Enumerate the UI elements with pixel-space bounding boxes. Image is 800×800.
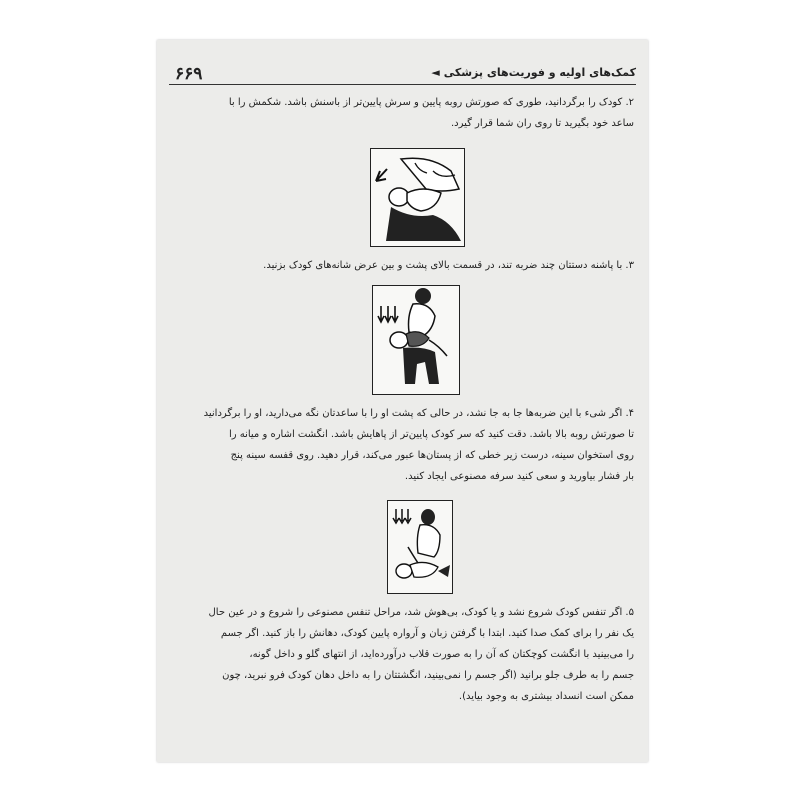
step-3-text bbox=[197, 255, 634, 276]
step-2-text bbox=[197, 92, 634, 134]
text-line: ساعد خود بگیرید تا روی ران شما قرار گیرد. bbox=[450, 118, 634, 129]
text-line: روی استخوان سینه، درست زیر خطی که از پستان‌ها عبور می‌کند، قرار دهید. روی قفسه سینه پنج bbox=[230, 450, 634, 461]
book-page bbox=[157, 40, 648, 762]
header-rule bbox=[169, 84, 636, 85]
figure-back-blows bbox=[372, 285, 460, 395]
text-line: تا صورتش روبه بالا باشد. دقت کنید که سر کودک پایین‌تر از پاهایش باشد. انگشت اشاره و میانه را bbox=[228, 429, 634, 440]
illustration-turn-infant bbox=[371, 149, 464, 246]
text-line: ۳. با پاشنه دستتان چند ضربه تند، در قسمت بالای پشت و بین عرض شانه‌های کودک بزنید. bbox=[263, 260, 634, 271]
text-line: ممکن است انسداد بیشتری به وجود بیاید). bbox=[458, 691, 634, 702]
text-line: یک نفر را برای کمک صدا کنید. ابتدا با گرفتن زبان و آرواره پایین کودک، دهانش را باز کنید. اگر جسم bbox=[220, 628, 634, 639]
text-line: را می‌بینید با انگشت کوچکتان که آن را به صورت قلاب درآورده‌اید، از انتهای گلو و داخل گونه، bbox=[249, 649, 634, 660]
figure-infant-on-forearm bbox=[370, 148, 465, 247]
step-5-text bbox=[197, 602, 634, 707]
illustration-chest-thrusts bbox=[388, 501, 452, 593]
page-header bbox=[169, 60, 636, 86]
chapter-title: کمک‌های اولیه و فوریت‌های پزشکی bbox=[443, 66, 636, 79]
arrow-ornament-icon: ◄ bbox=[431, 66, 440, 79]
text-line: ۵. اگر تنفس کودک شروع نشد و یا کودک، بی‌هوش شد، مراحل تنفس مصنوعی را شروع و در عین حال bbox=[208, 607, 634, 618]
text-line: ۲. کودک را برگردانید، طوری که صورتش روبه پایین و سرش پایین‌تر از باسنش باشد. شکمش را با bbox=[228, 97, 634, 108]
running-title bbox=[431, 66, 636, 79]
step-4-text bbox=[197, 403, 634, 487]
text-line: جسم را به طرف جلو برانید (اگر جسم را نمی‌بینید، انگشتتان را به داخل دهان کودک فرو نبرید، چون bbox=[222, 670, 634, 681]
text-line: ۴. اگر شیء با این ضربه‌ها جا به جا نشد، در حالی که پشت او را با ساعدتان نگه می‌دارید، او را برگردانید bbox=[203, 408, 634, 419]
page-number: ۶۶۹ bbox=[175, 64, 203, 84]
text-line: بار فشار بیاورید و سعی کنید سرفه مصنوعی ایجاد کنید. bbox=[404, 471, 634, 482]
illustration-back-blows bbox=[373, 286, 459, 394]
figure-chest-thrusts bbox=[387, 500, 453, 594]
